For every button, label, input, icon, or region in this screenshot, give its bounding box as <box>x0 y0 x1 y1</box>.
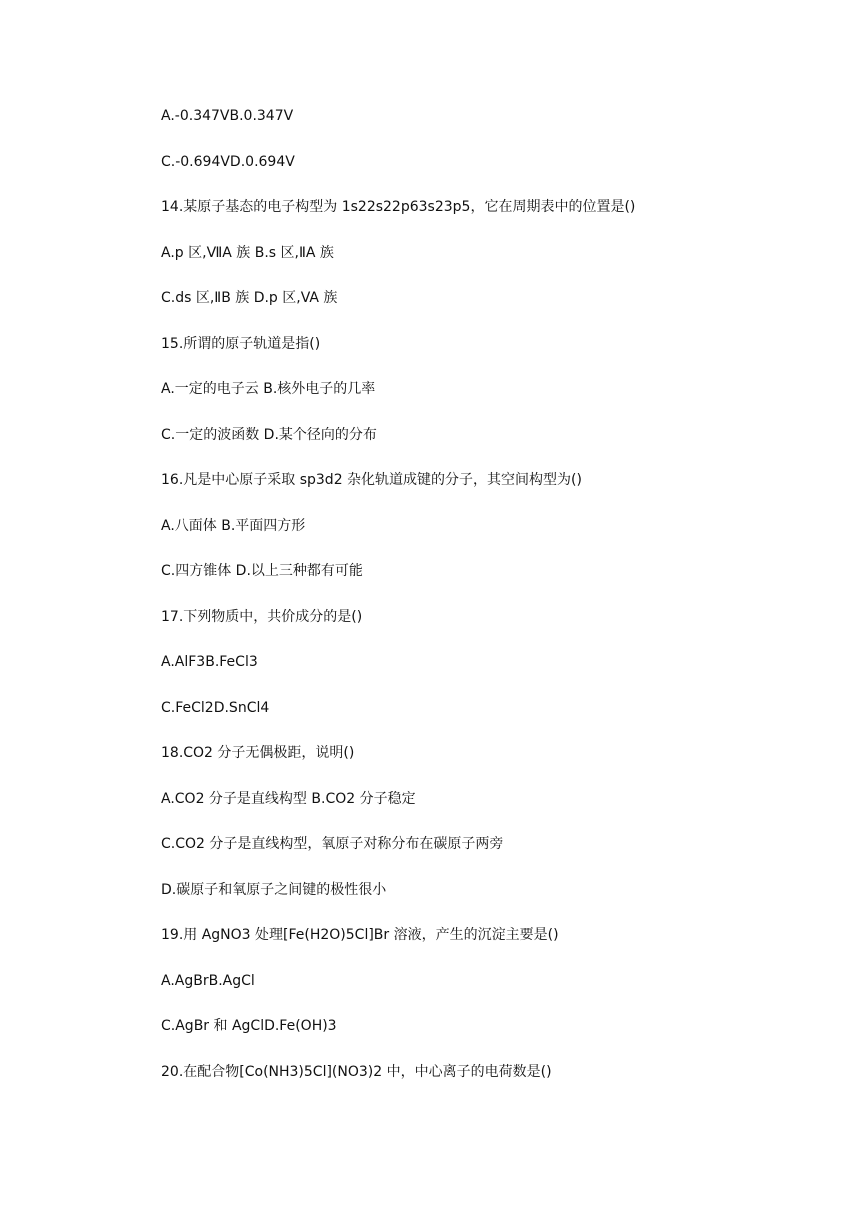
option-line-18ab: A.CO2 分子是直线构型 B.CO2 分子稳定 <box>161 791 416 807</box>
option-line-18d: D.碳原子和氧原子之间键的极性很小 <box>161 882 387 898</box>
option-line-19ab: A.AgBrB.AgCl <box>161 973 255 989</box>
option-line-18c: C.CO2 分子是直线构型，氧原子对称分布在碳原子两旁 <box>161 836 504 852</box>
option-line-17ab: A.AlF3B.FeCl3 <box>161 654 258 670</box>
option-line-17cd: C.FeCl2D.SnCl4 <box>161 700 270 716</box>
question-19: 19.用 AgNO3 处理[Fe(H2O)5Cl]Br 溶液，产生的沉淀主要是() <box>161 927 559 943</box>
question-15: 15.所谓的原子轨道是指() <box>161 336 321 352</box>
question-17: 17.下列物质中，共价成分的是() <box>161 609 363 625</box>
option-line-15ab: A.一定的电子云 B.核外电子的几率 <box>161 381 376 397</box>
option-line-16ab: A.八面体 B.平面四方形 <box>161 518 306 534</box>
question-18: 18.CO2 分子无偶极距，说明() <box>161 745 355 761</box>
question-16: 16.凡是中心原子采取 sp3d2 杂化轨道成键的分子，其空间构型为() <box>161 472 582 488</box>
option-line-14cd: C.ds 区,ⅡB 族 D.p 区,VA 族 <box>161 290 338 306</box>
option-line-13cd: C.-0.694VD.0.694V <box>161 154 295 170</box>
option-line-19cd: C.AgBr 和 AgClD.Fe(OH)3 <box>161 1018 337 1034</box>
option-line-16cd: C.四方锥体 D.以上三种都有可能 <box>161 563 363 579</box>
option-line-14ab: A.p 区,ⅦA 族 B.s 区,ⅡA 族 <box>161 245 334 261</box>
option-line-13ab: A.-0.347VB.0.347V <box>161 108 294 124</box>
question-20: 20.在配合物[Co(NH3)5Cl](NO3)2 中，中心离子的电荷数是() <box>161 1064 552 1080</box>
option-line-15cd: C.一定的波函数 D.某个径向的分布 <box>161 427 377 443</box>
question-14: 14.某原子基态的电子构型为 1s22s22p63s23p5，它在周期表中的位置是() <box>161 199 636 215</box>
